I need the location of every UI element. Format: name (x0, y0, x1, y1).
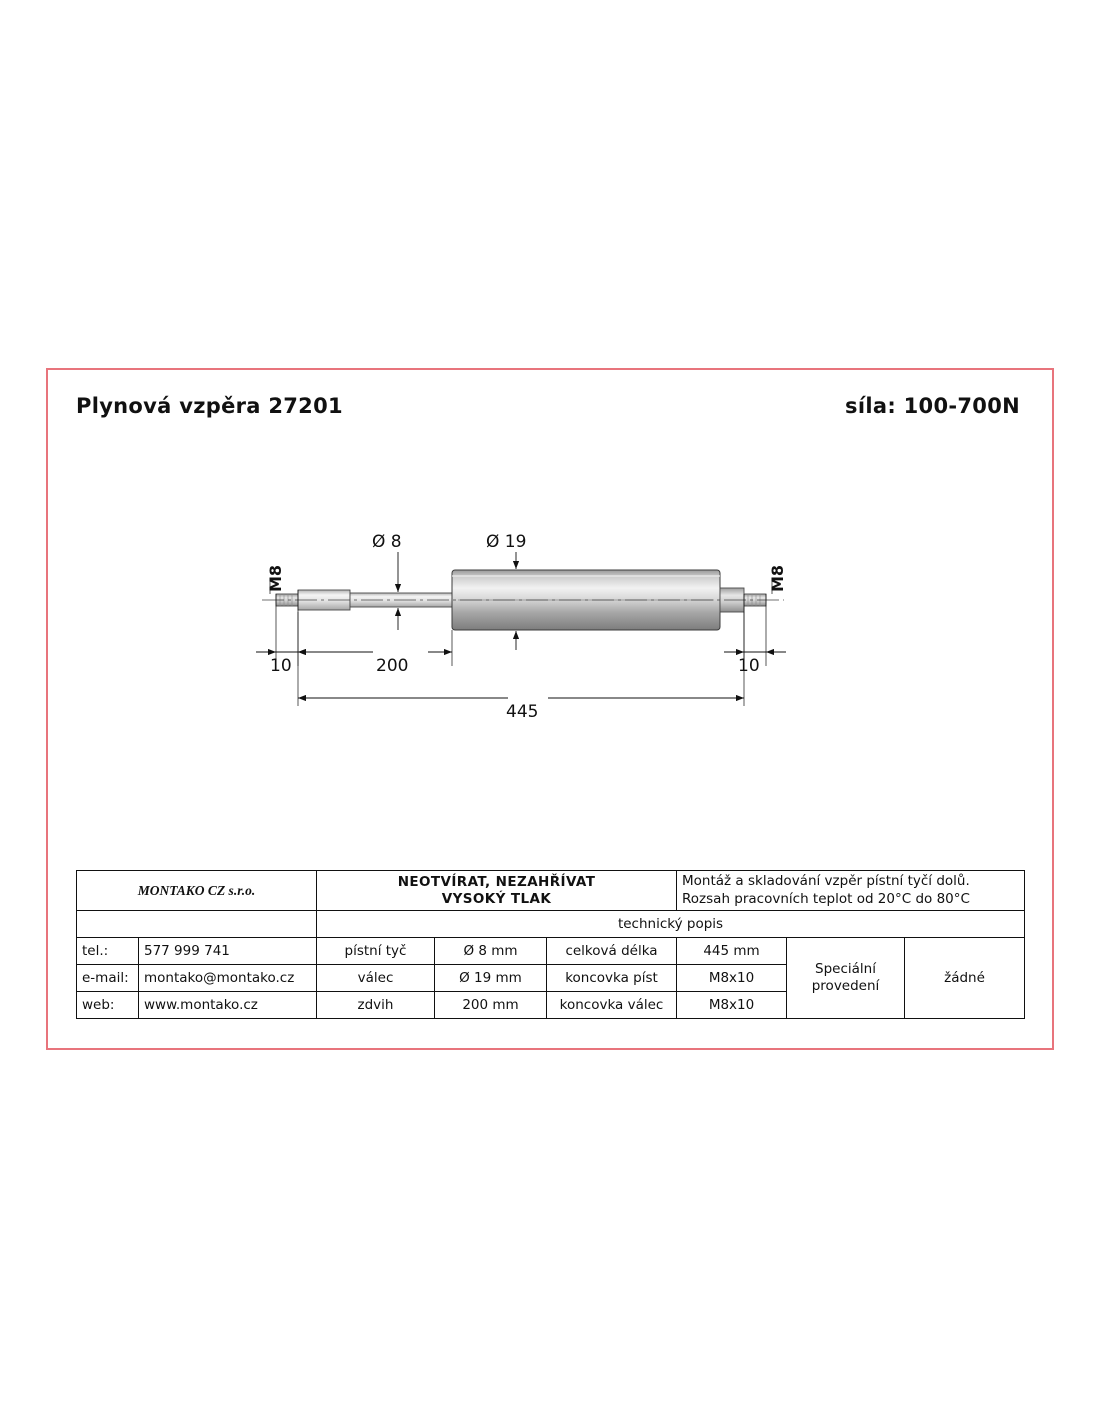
label-thread-right: M8 (768, 564, 787, 592)
note-line-1: Montáž a skladování vzpěr pístní tyčí dolů. (682, 873, 970, 889)
contact-label-web: web: (77, 992, 139, 1019)
page-title: Plynová vzpěra 27201 (76, 394, 343, 418)
special-label-line-1: Speciální (815, 961, 876, 978)
contact-label-tel: tel.: (77, 938, 139, 965)
label-cylinder-diameter: Ø 19 (486, 532, 527, 552)
special-version-value: žádné (905, 938, 1025, 1019)
spec-value-total-length: 445 mm (677, 938, 787, 965)
table-row-tech-header (77, 911, 1025, 938)
blank-cell (77, 911, 317, 938)
spec-label-piston-end: koncovka píst (547, 965, 677, 992)
spec-label-stroke: zdvih (317, 992, 435, 1019)
spec-label-cylinder-end: koncovka válec (547, 992, 677, 1019)
spec-table (76, 870, 1025, 1019)
label-rod-diameter: Ø 8 (372, 532, 402, 552)
spec-label-rod: pístní tyč (317, 938, 435, 965)
contact-label-email: e-mail: (77, 965, 139, 992)
contact-value-email: montako@montako.cz (139, 965, 317, 992)
spec-value-cylinder: Ø 19 mm (435, 965, 547, 992)
contact-value-tel: 577 999 741 (139, 938, 317, 965)
contact-value-web: www.montako.cz (139, 992, 317, 1019)
spec-label-total-length: celková délka (547, 938, 677, 965)
label-left-end: 10 (270, 656, 292, 676)
tech-description-header: technický popis (317, 911, 1025, 938)
special-label-line-2: provedení (811, 978, 880, 995)
label-stroke: 200 (376, 656, 409, 676)
mounting-note (677, 871, 1025, 911)
spec-value-stroke: 200 mm (435, 992, 547, 1019)
force-rating: síla: 100-700N (845, 394, 1020, 418)
spec-value-cylinder-end: M8x10 (677, 992, 787, 1019)
warning-line-2: VYSOKÝ TLAK (441, 890, 552, 907)
technical-drawing (248, 530, 868, 790)
spec-label-cylinder: válec (317, 965, 435, 992)
label-thread-left: M8 (266, 564, 285, 592)
spec-value-piston-end: M8x10 (677, 965, 787, 992)
company-name: MONTAKO CZ s.r.o. (77, 871, 317, 911)
warning-text (317, 871, 677, 911)
spec-value-rod: Ø 8 mm (435, 938, 547, 965)
label-total-length: 445 (506, 702, 539, 722)
special-version-label (787, 938, 905, 1019)
note-line-2: Rozsah pracovních teplot od 20°C do 80°C (682, 890, 970, 907)
label-right-end: 10 (738, 656, 760, 676)
warning-line-1: NEOTVÍRAT, NEZAHŘÍVAT (397, 873, 596, 890)
table-row (77, 938, 1025, 965)
drawing-sheet (46, 368, 1054, 1050)
